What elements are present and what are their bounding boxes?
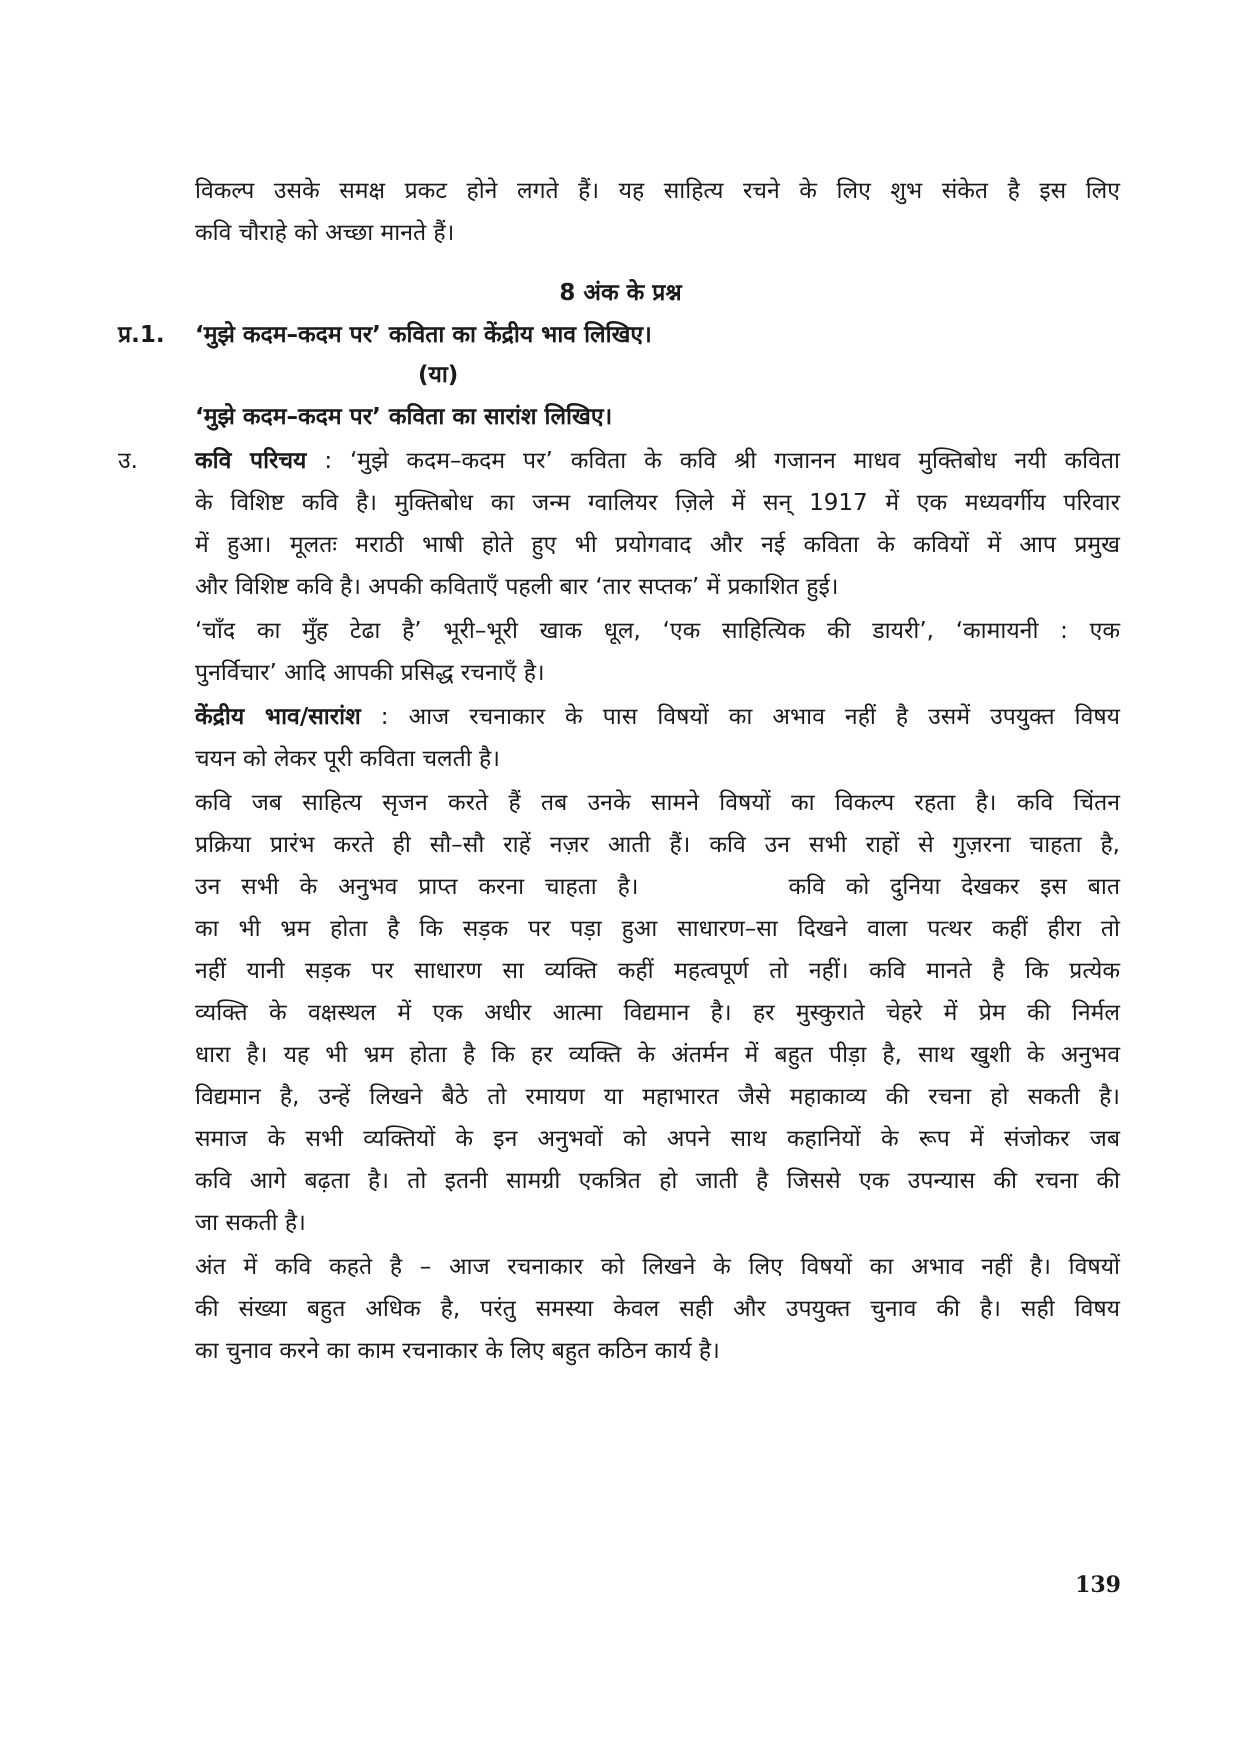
answer-line: कवि जब साहित्य सृजन करते हैं तब उनके सामने विषयों का विकल्प रहता है। कवि चिंतन — [195, 790, 1120, 816]
question-line-1: ‘मुझे कदम–कदम पर’ कविता का केंद्रीय भाव लिखिए। — [195, 322, 652, 348]
question-line-2: ‘मुझे कदम–कदम पर’ कविता का सारांश लिखिए। — [195, 404, 613, 430]
answer-line: जा सकती है। — [195, 1210, 306, 1236]
answer-label: उ. — [118, 448, 138, 474]
paragraph-line: विकल्प उसके समक्ष प्रकट होने लगते हैं। यह साहित्य रचने के लिए शुभ संकेत है इस लिए — [195, 178, 1120, 204]
section-heading: 8 अंक के प्रश्न — [559, 280, 682, 306]
answer-line — [195, 702, 1120, 732]
central-idea-heading: केंद्रीय भाव/सारांश — [195, 704, 361, 730]
poet-intro-heading: कवि परिचय — [195, 448, 307, 474]
answer-line: चयन को लेकर पूरी कविता चलती है। — [195, 746, 500, 772]
answer-line: में हुआ। मूलतः मराठी भाषी होते हुए भी प्रयोगवाद और नई कविता के कवियों में आप प्रमुख — [195, 532, 1120, 558]
answer-line: कवि आगे बढ़ता है। तो इतनी सामग्री एकत्रित हो जाती है जिससे एक उपन्यास की रचना की — [195, 1168, 1120, 1194]
answer-line: का चुनाव करने का काम रचनाकार के लिए बहुत कठिन कार्य है। — [195, 1338, 720, 1364]
answer-line — [195, 872, 1120, 902]
answer-line: समाज के सभी व्यक्तियों के इन अनुभवों को अपने साथ कहानियों के रूप में संजोकर जब — [195, 1126, 1120, 1152]
answer-line: ‘चाँद का मुँह टेढा है’ भूरी–भूरी खाक धूल, ‘एक साहित्यिक की डायरी’, ‘कामायनी : एक — [195, 618, 1120, 644]
answer-line — [195, 446, 1120, 476]
answer-line: का भी भ्रम होता है कि सड़क पर पड़ा हुआ साधारण–सा दिखने वाला पत्थर कहीं हीरा तो — [195, 916, 1120, 942]
answer-line: नहीं यानी सड़क पर साधारण सा व्यक्ति कहीं महत्वपूर्ण तो नहीं। कवि मानते है कि प्रत्येक — [195, 958, 1120, 984]
answer-line: और विशिष्ट कवि है। अपकी कविताएँ पहली बार ‘तार सप्तक’ में प्रकाशित हुई। — [195, 574, 839, 600]
page-number: 139 — [1075, 1572, 1121, 1598]
answer-text: उन सभी के अनुभव प्राप्त करना चाहता है। — [195, 874, 639, 900]
answer-line: प्रक्रिया प्रारंभ करते ही सौ–सौ राहें नज़र आती हैं। कवि उन सभी राहों से गुज़रना चाहता है, — [195, 832, 1120, 858]
answer-text: : आज रचनाकार के पास विषयों का अभाव नहीं है उसमें उपयुक्त विषय — [360, 704, 1120, 730]
question-or: (या) — [418, 362, 459, 388]
answer-line: की संख्या बहुत अधिक है, परंतु समस्या केवल सही और उपयुक्त चुनाव की है। सही विषय — [195, 1296, 1120, 1322]
answer-text: : ‘मुझे कदम–कदम पर’ कविता के कवि श्री गजानन माधव मुक्तिबोध नयी कविता — [306, 448, 1120, 474]
answer-text: कवि को दुनिया देखकर इस बात — [788, 874, 1120, 900]
answer-line: अंत में कवि कहते है – आज रचनाकार को लिखने के लिए विषयों का अभाव नहीं है। विषयों — [195, 1254, 1120, 1280]
paragraph-line: कवि चौराहे को अच्छा मानते हैं। — [195, 220, 455, 246]
answer-line: पुनर्विचार’ आदि आपकी प्रसिद्ध रचनाएँ है। — [195, 660, 545, 686]
question-label: प्र.1. — [118, 322, 165, 348]
answer-line: विद्यमान है, उन्हें लिखने बैठे तो रमायण या महाभारत जैसे महाकाव्य की रचना हो सकती है। — [195, 1084, 1120, 1110]
answer-line: के विशिष्ट कवि है। मुक्तिबोध का जन्म ग्वालियर ज़िले में सन् 1917 में एक मध्यवर्गीय परिवार — [195, 490, 1120, 516]
answer-line: व्यक्ति के वक्षस्थल में एक अधीर आत्मा विद्यमान है। हर मुस्कुराते चेहरे में प्रेम की निर्मल — [195, 1000, 1120, 1026]
answer-line: धारा है। यह भी भ्रम होता है कि हर व्यक्ति के अंतर्मन में बहुत पीड़ा है, साथ खुशी के अनुभव — [195, 1042, 1120, 1068]
